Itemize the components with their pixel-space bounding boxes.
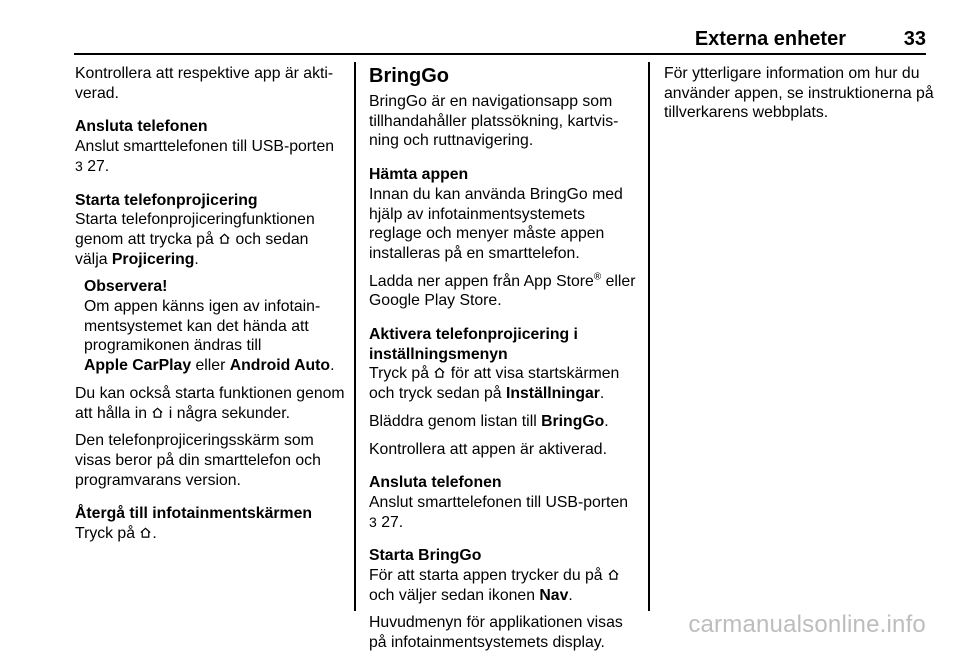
note-heading: Observera! [84, 278, 168, 296]
section-heading-return: Återgå till infotainmentskärmen [75, 505, 312, 523]
display-text: Den telefonprojiceringsskärm som visas beror på din smarttelefon och programvarans version. [75, 432, 321, 489]
column-3 [664, 64, 934, 123]
bringgo-intro: BringGo är en navigationsapp som tillhandahåller platssökning, kartvis-ning och ruttnavigering. [369, 93, 619, 150]
more-info-text: För ytterligare information om hur du använder appen, se instruktionerna på tillverkarens webbplats. [664, 65, 934, 122]
header-rule [74, 53, 926, 55]
scroll-text: Bläddra genom listan till BringGo. [369, 412, 609, 430]
download-text: Ladda ner appen från App Store® eller Google Play Store. [369, 271, 636, 310]
start-projection-text: Starta telefonprojiceringfunktionen genom att trycka på och sedan välja Projicering. [75, 211, 315, 268]
page-header-title: Externa enheter [694, 28, 846, 50]
section-heading-connect-phone: Ansluta telefonen [75, 118, 208, 136]
page-ref-link[interactable]: 27. [87, 157, 110, 175]
check-text: Kontrollera att appen är aktiverad. [369, 440, 607, 458]
page-ref-arrow-icon: 3 [75, 157, 83, 174]
column-1 [75, 64, 345, 544]
home-icon [151, 406, 164, 419]
note-box [75, 277, 345, 376]
intro-text: Kontrollera att respektive app är akti-verad. [75, 65, 334, 102]
return-text: Tryck på . [75, 525, 157, 543]
section-title-bringgo: BringGo [369, 65, 449, 87]
start-bringgo-text: För att starta appen trycker du på och väljer sedan ikonen Nav. [369, 566, 639, 605]
main-menu-text: Huvudmenyn för applikationen visas på infotainmentsystemets display. [369, 614, 623, 652]
activate-text: Tryck på för att visa startskärmen och tryck sedan på Inställningar. [369, 365, 620, 403]
hold-text: Du kan också starta funktionen genom att hålla in i några sekunder. [75, 384, 345, 422]
page-ref-arrow-icon: 3 [369, 513, 377, 530]
note-text: Om appen känns igen av infotain-mentsystemet kan det hända att programikonen ändras till Apple CarPlay eller Android Auto. [84, 298, 335, 375]
watermark: carmanualsonline.info [688, 611, 926, 638]
connect-phone-text-2: Anslut smarttelefonen till USB-porten 3 27. [369, 493, 629, 531]
column-divider-left [354, 62, 356, 611]
get-app-text: Innan du kan använda BringGo med hjälp av infotainmentsystemets reglage och menyer måste appen installeras på en smarttelefon. [369, 185, 623, 262]
page-ref-link[interactable]: 27. [381, 513, 404, 531]
home-icon [607, 568, 620, 581]
home-icon [139, 526, 152, 539]
column-divider-right [648, 62, 650, 611]
connect-phone-text: Anslut smarttelefonen till USB-porten 3 27. [75, 138, 335, 175]
home-icon [433, 366, 446, 379]
section-heading-connect-phone-2: Ansluta telefonen [369, 474, 502, 492]
column-2 [369, 64, 639, 653]
page-number: 33 [903, 28, 926, 50]
section-heading-start-bringgo: Starta BringGo [369, 547, 482, 565]
section-heading-get-app: Hämta appen [369, 166, 469, 184]
section-heading-start-projection: Starta telefonprojicering [75, 191, 258, 209]
section-heading-activate: Aktivera telefonprojicering i inställningsmenyn [369, 326, 578, 363]
home-icon [218, 232, 231, 245]
